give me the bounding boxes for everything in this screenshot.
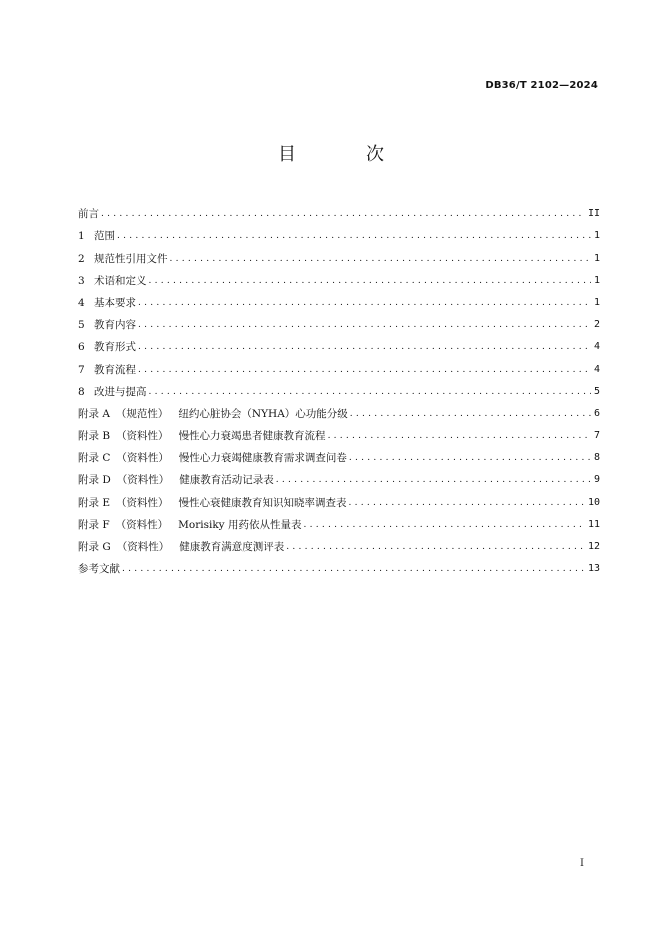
toc-dot-leader: [138, 362, 591, 378]
toc-dot-leader: [349, 495, 585, 511]
toc-entry-appendix-d[interactable]: [78, 466, 600, 488]
toc-entry-label: 术语和定义: [94, 274, 147, 287]
table-of-contents: [78, 200, 600, 577]
toc-entry-page: 10: [587, 496, 600, 508]
toc-entry-label: 范围: [94, 230, 115, 243]
toc-entry-label: 参考文献: [78, 563, 120, 576]
toc-appendix-id: 附录 C: [78, 452, 111, 465]
toc-appendix-kind: （资料性）: [116, 452, 169, 465]
toc-entry-section-7[interactable]: [78, 355, 600, 377]
toc-entry-number: 3: [78, 274, 85, 287]
toc-entry-label: 纽约心脏协会（NYHA）心功能分级: [178, 407, 348, 420]
toc-dot-leader: [138, 317, 591, 333]
toc-entry-label: 教育流程: [94, 363, 136, 376]
toc-entry-label: 慢性心力衰竭健康教育需求调查问卷: [178, 452, 347, 465]
toc-appendix-id: 附录 G: [78, 541, 111, 553]
toc-appendix-kind: （资料性）: [116, 541, 170, 553]
toc-entry-number: 1: [78, 230, 85, 243]
toc-entry-page: 12: [587, 541, 600, 552]
toc-entry-page: 6: [593, 407, 600, 419]
toc-dot-leader: [138, 339, 591, 355]
toc-entry-section-2[interactable]: [78, 244, 600, 266]
document-code: DB36/T 2102—2024: [485, 80, 598, 91]
toc-dot-leader: [349, 450, 591, 466]
toc-entry-label: 健康教育满意度测评表: [179, 541, 285, 553]
toc-entry-page: 13: [587, 563, 600, 575]
toc-entry-number: 8: [78, 385, 85, 398]
toc-entry-number: 2: [78, 252, 85, 265]
toc-dot-leader: [350, 406, 591, 422]
toc-dot-leader: [117, 228, 591, 244]
toc-entry-section-8[interactable]: [78, 378, 600, 400]
toc-dot-leader: [138, 295, 591, 311]
toc-entry-label: 教育内容: [94, 319, 136, 332]
toc-entry-section-1[interactable]: [78, 222, 600, 244]
toc-entry-appendix-e[interactable]: [78, 488, 600, 510]
toc-entry-section-4[interactable]: [78, 289, 600, 311]
toc-appendix-id: 附录 F: [78, 518, 110, 531]
toc-entry-label: 慢性心力衰竭患者健康教育流程: [178, 430, 326, 443]
toc-entry-appendix-g[interactable]: [78, 533, 600, 555]
toc-dot-leader: [122, 561, 585, 577]
toc-dot-leader: [303, 517, 584, 533]
toc-entry-number: 5: [78, 319, 85, 332]
toc-appendix-kind: （资料性）: [116, 474, 170, 487]
toc-appendix-id: 附录 D: [78, 474, 111, 487]
toc-entry-page: 11: [587, 518, 600, 530]
toc-entry-label: 改进与提高: [94, 385, 147, 398]
toc-entry-section-6[interactable]: [78, 333, 600, 355]
toc-entry-page: 4: [593, 341, 600, 353]
toc-entry-number: 6: [78, 341, 85, 354]
toc-entry-page: 5: [593, 385, 600, 397]
toc-entry-page: 1: [593, 252, 600, 264]
toc-entry-page: 1: [593, 274, 600, 286]
toc-dot-leader: [149, 384, 591, 400]
toc-appendix-id: 附录 B: [78, 430, 111, 443]
toc-appendix-kind: （资料性）: [116, 430, 169, 443]
toc-entry-label: 慢性心衰健康教育知识知晓率调查表: [178, 496, 347, 509]
toc-dot-leader: [101, 206, 585, 222]
toc-appendix-kind: （规范性）: [115, 407, 169, 420]
toc-entry-number: 4: [78, 296, 85, 309]
toc-entry-page: 8: [593, 452, 600, 464]
toc-entry-appendix-b[interactable]: [78, 422, 600, 444]
toc-entry-references[interactable]: [78, 555, 600, 577]
toc-entry-foreword[interactable]: [78, 200, 600, 222]
page-number: I: [580, 858, 584, 869]
toc-entry-section-3[interactable]: [78, 267, 600, 289]
toc-entry-page: 2: [593, 319, 600, 331]
toc-entry-appendix-f[interactable]: [78, 511, 600, 533]
toc-entry-page: II: [587, 208, 600, 220]
toc-entry-label: 教育形式: [94, 341, 136, 354]
toc-entry-label: 规范性引用文件: [94, 252, 168, 265]
toc-entry-page: 9: [593, 474, 600, 486]
toc-entry-number: 7: [78, 363, 85, 376]
toc-entry-appendix-c[interactable]: [78, 444, 600, 466]
toc-appendix-kind: （资料性）: [115, 518, 169, 531]
toc-dot-leader: [170, 251, 591, 267]
toc-entry-page: 7: [593, 430, 600, 442]
toc-entry-label: 前言: [78, 208, 99, 221]
toc-entry-label: Morisiky 用药依从性量表: [178, 518, 302, 531]
toc-dot-leader: [328, 428, 591, 444]
toc-entry-label: 健康教育活动记录表: [179, 474, 274, 487]
toc-dot-leader: [149, 273, 591, 289]
toc-dot-leader: [286, 539, 585, 555]
toc-entry-page: 1: [593, 230, 600, 242]
toc-entry-page: 1: [593, 296, 600, 308]
toc-appendix-id: 附录 E: [78, 496, 111, 509]
toc-entry-label: 基本要求: [94, 296, 136, 309]
toc-entry-page: 4: [593, 363, 600, 375]
toc-appendix-kind: （资料性）: [116, 496, 169, 509]
toc-appendix-id: 附录 A: [78, 407, 110, 420]
toc-entry-appendix-a[interactable]: [78, 400, 600, 422]
toc-entry-section-5[interactable]: [78, 311, 600, 333]
page-title: 目 次: [278, 144, 410, 165]
toc-dot-leader: [276, 472, 591, 488]
